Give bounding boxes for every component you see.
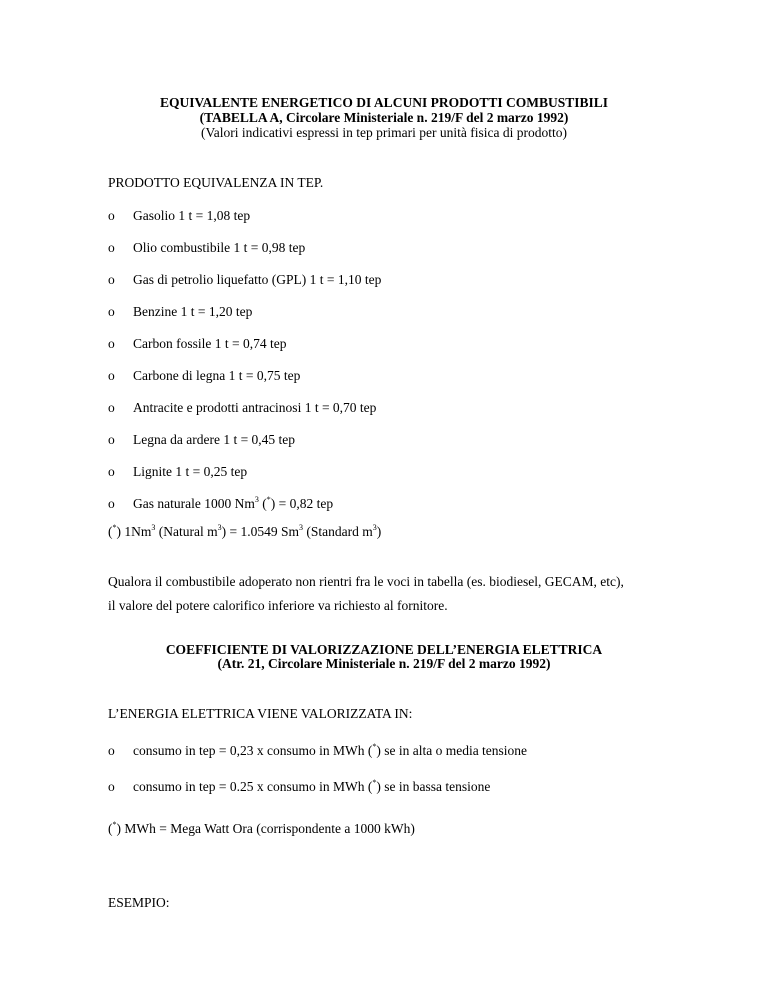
list-item: Carbone di legna 1 t = 0,75 tep: [133, 368, 301, 383]
paragraph-line: Qualora il combustibile adoperato non rientri fra le voci in tabella (es. biodiesel, GECAM, etc),: [108, 574, 624, 589]
section-title: COEFFICIENTE DI VALORIZZAZIONE DELL’ENERGIA ELETTRICA: [165, 642, 603, 657]
list-item: consumo in tep = 0,23 x consumo in MWh (*) se in alta o media tensione: [133, 742, 528, 758]
document-subtitle: (TABELLA A, Circolare Ministeriale n. 219/F del 2 marzo 1992): [199, 110, 569, 125]
bullet-marker: o: [108, 496, 115, 511]
list-item: Olio combustibile 1 t = 0,98 tep: [133, 240, 306, 255]
list-item: consumo in tep = 0.25 x consumo in MWh (*) se in bassa tensione: [133, 778, 491, 794]
table-heading: PRODOTTO EQUIVALENZA IN TEP.: [108, 175, 324, 190]
example-heading: ESEMPIO:: [108, 895, 170, 910]
electric-heading: L’ENERGIA ELETTRICA VIENE VALORIZZATA IN:: [108, 706, 413, 721]
document-title: EQUIVALENTE ENERGETICO DI ALCUNI PRODOTTI COMBUSTIBILI: [160, 95, 608, 110]
list-item: Antracite e prodotti antracinosi 1 t = 0,70 tep: [133, 400, 377, 415]
bullet-marker: o: [108, 272, 115, 287]
bullet-marker: o: [108, 779, 115, 794]
bullet-marker: o: [108, 432, 115, 447]
bullet-marker: o: [108, 743, 115, 758]
bullet-marker: o: [108, 464, 115, 479]
list-item: Legna da ardere 1 t = 0,45 tep: [133, 432, 296, 447]
list-item-gas: Gas naturale 1000 Nm$^3$ (*) = 0,82 tep: [133, 495, 334, 511]
list-item: Gasolio 1 t = 1,08 tep: [133, 208, 251, 223]
bullet-marker: o: [108, 240, 115, 255]
footnote-units: (*) 1Nm$^3$ (Natural $m^3) = 1.0549$ Sm$^3$ (Standard $m^3$): [108, 523, 382, 539]
bullet-marker: o: [108, 208, 115, 223]
paragraph-line: il valore del potere calorifico inferiore va richiesto al fornitore.: [108, 598, 448, 613]
bullet-marker: o: [108, 336, 115, 351]
list-item: Benzine 1 t = 1,20 tep: [133, 304, 253, 319]
list-item: Carbon fossile 1 t = 0,74 tep: [133, 336, 287, 351]
document-note: (Valori indicativi espressi in tep primari per unità fisica di prodotto): [201, 125, 567, 140]
footnote-mwh: (*) MWh = Mega Watt Ora (corrispondente a 1000 kWh): [108, 820, 415, 836]
list-item: Gas di petrolio liquefatto (GPL) 1 t = 1,10 tep: [133, 272, 382, 287]
list-item: Lignite 1 t = 0,25 tep: [133, 464, 248, 479]
bullet-marker: o: [108, 368, 115, 383]
bullet-marker: o: [108, 400, 115, 415]
bullet-marker: o: [108, 304, 115, 319]
section-subtitle: (Atr. 21, Circolare Ministeriale n. 219/F del 2 marzo 1992): [217, 656, 551, 671]
